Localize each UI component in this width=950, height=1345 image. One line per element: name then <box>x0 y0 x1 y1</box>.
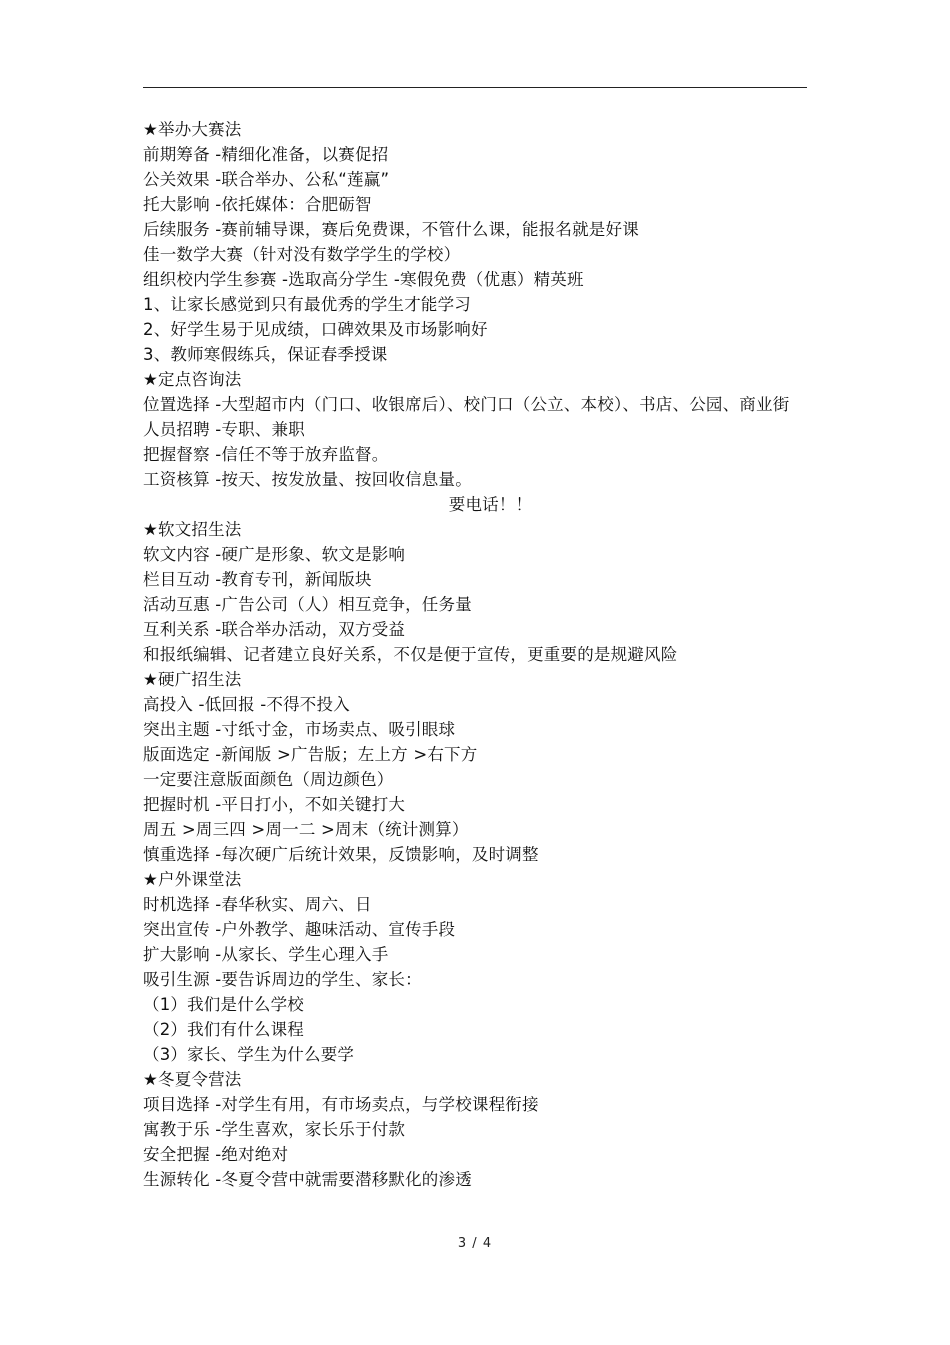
text-line: 把握时机 -平日打小，不如关键打大 <box>143 795 406 814</box>
page-number: 3 / 4 <box>457 1236 493 1251</box>
section-heading-consulting: ★定点咨询法 <box>143 370 242 389</box>
text-line: 栏目互动 -教育专刊，新闻版块 <box>143 570 372 589</box>
text-line: 公关效果 -联合举办、公私“莲赢” <box>143 170 390 189</box>
text-line: 扩大影响 -从家长、学生心理入手 <box>143 945 389 964</box>
text-line: 前期筹备 -精细化准备，以赛促招 <box>143 145 389 164</box>
section-heading-soft-article: ★软文招生法 <box>143 520 242 539</box>
text-line: 版面选定 -新闻版 >广告版；左上方 >右下方 <box>143 745 478 764</box>
text-line: 位置选择 -大型超市内（门口、收银席后）、校门口（公立、本校）、书店、公园、商业街 <box>143 395 790 414</box>
text-line: 周五 >周三四 >周一二 >周末（统计测算） <box>143 820 469 839</box>
section-heading-outdoor-class: ★户外课堂法 <box>143 870 242 889</box>
text-line: 和报纸编辑、记者建立良好关系，不仅是便于宣传，更重要的是规避风险 <box>143 645 678 664</box>
text-line: 生源转化 -冬夏令营中就需要潜移默化的渗透 <box>143 1170 472 1189</box>
section-heading-hard-ad: ★硬广招生法 <box>143 670 242 689</box>
text-line: 2、好学生易于见成绩，口碑效果及市场影响好 <box>143 320 488 339</box>
text-line: 安全把握 -绝对绝对 <box>143 1145 289 1164</box>
centered-note: 要电话！！ <box>448 495 533 514</box>
section-heading-camp: ★冬夏令营法 <box>143 1070 242 1089</box>
text-line: 软文内容 -硬广是形象、软文是影响 <box>143 545 406 564</box>
list-item: （1）我们是什么学校 <box>143 995 304 1014</box>
text-line: 高投入 -低回报 -不得不投入 <box>143 695 350 714</box>
text-line: 突出宣传 -户外教学、趣味活动、宣传手段 <box>143 920 456 939</box>
text-line: 吸引生源 -要告诉周边的学生、家长： <box>143 970 422 989</box>
text-line: 托大影响 -依托媒体：合肥砺智 <box>143 195 372 214</box>
text-line: 1、让家长感觉到只有最优秀的学生才能学习 <box>143 295 471 314</box>
list-item: （2）我们有什么课程 <box>143 1020 304 1039</box>
text-line: 项目选择 -对学生有用，有市场卖点，与学校课程衔接 <box>143 1095 539 1114</box>
text-line: 互利关系 -联合举办活动，双方受益 <box>143 620 406 639</box>
header-rule <box>143 87 807 88</box>
section-heading-contest: ★举办大赛法 <box>143 120 242 139</box>
text-line: 后续服务 -赛前辅导课，赛后免费课，不管什么课，能报名就是好课 <box>143 220 639 239</box>
text-line: 突出主题 -寸纸寸金，市场卖点、吸引眼球 <box>143 720 456 739</box>
text-line: 一定要注意版面颜色（周边颜色） <box>143 770 394 789</box>
text-line: 组织校内学生参赛 -选取高分学生 -寒假免费（优惠）精英班 <box>143 270 584 289</box>
document-body <box>143 117 813 1192</box>
text-line: 工资核算 -按天、按发放量、按回收信息量。 <box>143 470 472 489</box>
text-line: 寓教于乐 -学生喜欢，家长乐于付款 <box>143 1120 406 1139</box>
text-line: 佳一数学大赛（针对没有数学学生的学校） <box>143 245 461 264</box>
text-line: 3、教师寒假练兵，保证春季授课 <box>143 345 388 364</box>
text-line: 把握督察 -信任不等于放弃监督。 <box>143 445 389 464</box>
text-line: 慎重选择 -每次硬广后统计效果，反馈影响，及时调整 <box>143 845 539 864</box>
text-line: 人员招聘 -专职、兼职 <box>143 420 305 439</box>
text-line: 活动互惠 -广告公司（人）相互竞争，任务量 <box>143 595 472 614</box>
list-item: （3）家长、学生为什么要学 <box>143 1045 355 1064</box>
text-line: 时机选择 -春华秋实、周六、日 <box>143 895 372 914</box>
